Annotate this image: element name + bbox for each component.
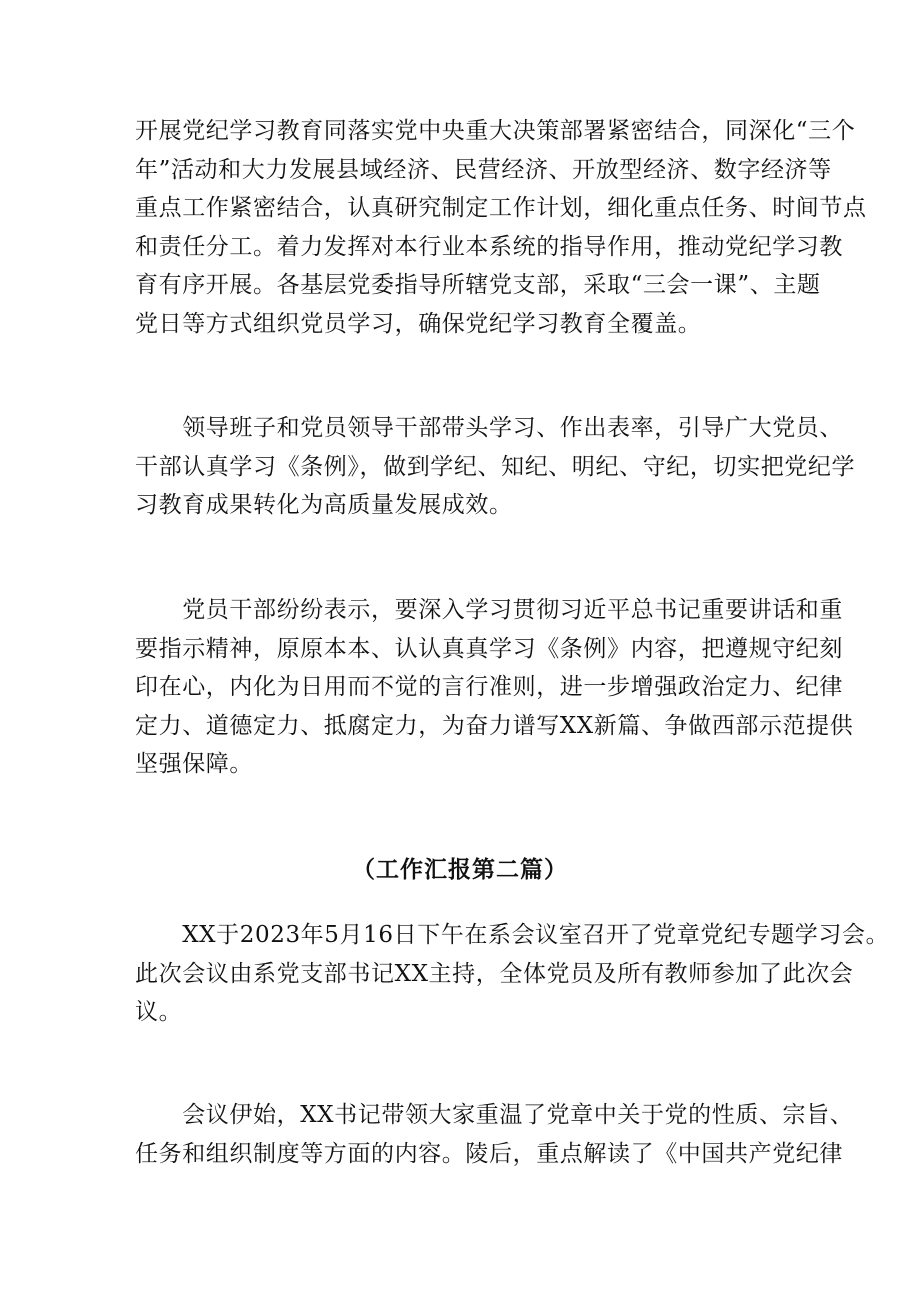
paragraph-line: 习教育成果转化为高质量发展成效。 (135, 492, 513, 518)
paragraph-line: 要指示精神，原原本本、认认真真学习《条例》内容，把遵规守纪刻 (135, 635, 843, 662)
paragraph-line: XX于2023年5月16日下午在系会议室召开了党章党纪专题学习会。 (135, 922, 890, 948)
paragraph-line: 重点工作紧密结合，认真研究制定工作计划，细化重点任务、时间节点 (135, 195, 867, 221)
paragraph-line: 领导班子和党员领导干部带头学习、作出表率，引导广大党员、 (135, 415, 843, 441)
paragraph-line: 干部认真学习《条例》，做到学纪、知纪、明纪、守纪，切实把党纪学 (135, 453, 856, 480)
paragraph-1 (135, 112, 867, 343)
paragraph-line: 年”活动和大力发展县域经济、民营经济、开放型经济、数字经济等 (135, 156, 832, 183)
paragraph-3 (135, 591, 854, 784)
paragraph-line: 党员干部纷纷表示，要深入学习贯彻习近平总书记重要讲话和重 (135, 597, 843, 623)
paragraph-line: 此次会议由系党支部书记XX主持，全体党员及所有教师参加了此次会 (135, 960, 854, 987)
paragraph-line: 和责任分工。着力发挥对本行业本系统的指导作用，推动党纪学习教 (135, 233, 843, 260)
paragraph-2 (135, 409, 856, 525)
paragraph-line: 定力、道德定力、抵腐定力，为奋力谱写XX新篇、争做西部示范提供 (135, 712, 854, 739)
paragraph-line: 坚强保障。 (135, 751, 253, 777)
paragraph-line: 议。 (135, 999, 183, 1025)
paragraph-line: 开展党纪学习教育同落实党中央重大决策部署紧密结合，同深化“三个 (135, 118, 856, 144)
section-heading: （工作汇报第二篇） (352, 856, 568, 883)
paragraph-line: 印在心，内化为日用而不觉的言行准则，进一步增强政治定力、纪律 (135, 674, 843, 700)
paragraph-line: 会议伊始，XX书记带领大家重温了党章中关于党的性质、宗旨、 (135, 1102, 854, 1128)
paragraph-line: 育有序开展。各基层党委指导所辖党支部，采取“三会一课”、主题 (135, 272, 821, 298)
paragraph-5 (135, 1096, 854, 1173)
paragraph-line: 任务和组织制度等方面的内容。陵后，重点解读了《中国共产党纪律 (135, 1140, 843, 1167)
paragraph-4 (135, 916, 890, 1032)
paragraph-line: 党日等方式组织党员学习，确保党纪学习教育全覆盖。 (135, 310, 702, 337)
